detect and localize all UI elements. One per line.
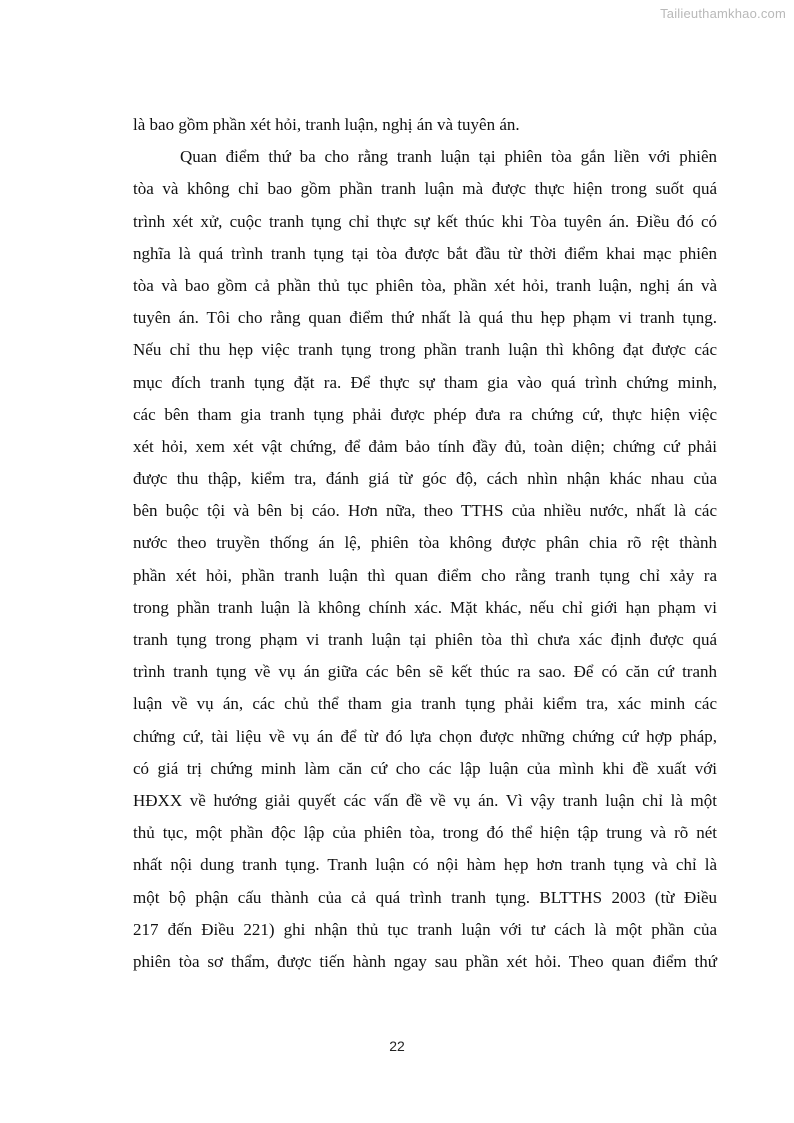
paragraph-2-line-17: trình tranh tụng về vụ án giữa các bên sẽ kết thúc ra sao. Để có căn cứ tranh bbox=[133, 662, 717, 682]
paragraph-2-line-25: 217 đến Điều 221) ghi nhận thủ tục tranh luận với tư cách là một phần của bbox=[133, 919, 717, 939]
watermark-text: Tailieuthamkhao.com bbox=[660, 6, 786, 21]
paragraph-2-line-20: có giá trị chứng minh làm căn cứ cho các lập luận của mình khi đề xuất với bbox=[133, 758, 717, 778]
paragraph-2-line-15: trong phần tranh luận là không chính xác. Mặt khác, nếu chỉ giới hạn phạm vi bbox=[133, 597, 717, 617]
paragraph-1-line-1: là bao gồm phần xét hỏi, tranh luận, nghị án và tuyên án. bbox=[133, 115, 520, 134]
paragraph-2-line-8: mục đích tranh tụng đặt ra. Để thực sự tham gia vào quá trình chứng minh, bbox=[133, 372, 717, 392]
paragraph-2-line-12: bên buộc tội và bên bị cáo. Hơn nữa, theo TTHS của nhiều nước, nhất là các bbox=[133, 501, 717, 521]
paragraph-2-line-26: phiên tòa sơ thẩm, được tiến hành ngay sau phần xét hỏi. Theo quan điểm thứ bbox=[133, 951, 717, 971]
paragraph-2-line-7: Nếu chỉ thu hẹp việc tranh tụng trong phần tranh luận thì không đạt được các bbox=[133, 340, 717, 360]
document-body bbox=[133, 109, 717, 978]
paragraph-2-line-16: tranh tụng trong phạm vi tranh luận tại phiên tòa thì chưa xác định được quá bbox=[133, 630, 717, 649]
paragraph-2-line-19: chứng cứ, tài liệu về vụ án để từ đó lựa chọn được những chứng cứ hợp pháp, bbox=[133, 726, 717, 746]
paragraph-2-line-24: một bộ phận cấu thành của cả quá trình tranh tụng. BLTTHS 2003 (từ Điều bbox=[133, 887, 717, 907]
paragraph-2-line-18: luận về vụ án, các chủ thể tham gia tranh tụng phải kiểm tra, xác minh các bbox=[133, 694, 717, 714]
paragraph-2-line-13: nước theo truyền thống án lệ, phiên tòa không được phân chia rõ rệt thành bbox=[133, 533, 717, 553]
paragraph-2-line-9: các bên tham gia tranh tụng phải được phép đưa ra chứng cứ, thực hiện việc bbox=[133, 404, 717, 424]
paragraph-2-line-5: tòa và bao gồm cả phần thủ tục phiên tòa, phần xét hỏi, tranh luận, nghị án và bbox=[133, 275, 717, 295]
paragraph-2-line-14: phần xét hỏi, phần tranh luận thì quan điểm cho rằng tranh tụng chỉ xảy ra bbox=[133, 565, 717, 585]
paragraph-2-line-10: xét hỏi, xem xét vật chứng, để đảm bảo tính đầy đủ, toàn diện; chứng cứ phải bbox=[133, 436, 717, 456]
page-number: 22 bbox=[389, 1038, 405, 1054]
paragraph-2-line-23: nhất nội dung tranh tụng. Tranh luận có nội hàm hẹp hơn tranh tụng và chỉ là bbox=[133, 855, 717, 875]
paragraph-2-line-4: nghĩa là quá trình tranh tụng tại tòa được bắt đầu từ thời điểm khai mạc phiên bbox=[133, 243, 717, 263]
paragraph-2-line-2: tòa và không chỉ bao gồm phần tranh luận mà được thực hiện trong suốt quá bbox=[133, 179, 717, 199]
paragraph-2-line-21: HĐXX về hướng giải quyết các vấn đề về vụ án. Vì vậy tranh luận chỉ là một bbox=[133, 790, 717, 810]
paragraph-2-line-1: Quan điểm thứ ba cho rằng tranh luận tại phiên tòa gắn liền với phiên bbox=[180, 147, 717, 167]
paragraph-2-line-3: trình xét xử, cuộc tranh tụng chỉ thực sự kết thúc khi Tòa tuyên án. Điều đó có bbox=[133, 211, 717, 231]
paragraph-2-line-6: tuyên án. Tôi cho rằng quan điểm thứ nhất là quá thu hẹp phạm vi tranh tụng. bbox=[133, 308, 717, 328]
paragraph-2-line-11: được thu thập, kiểm tra, đánh giá từ góc độ, cách nhìn nhận khác nhau của bbox=[133, 469, 717, 489]
paragraph-2-line-22: thủ tục, một phần độc lập của phiên tòa, trong đó thể hiện tập trung và rõ nét bbox=[133, 823, 717, 843]
